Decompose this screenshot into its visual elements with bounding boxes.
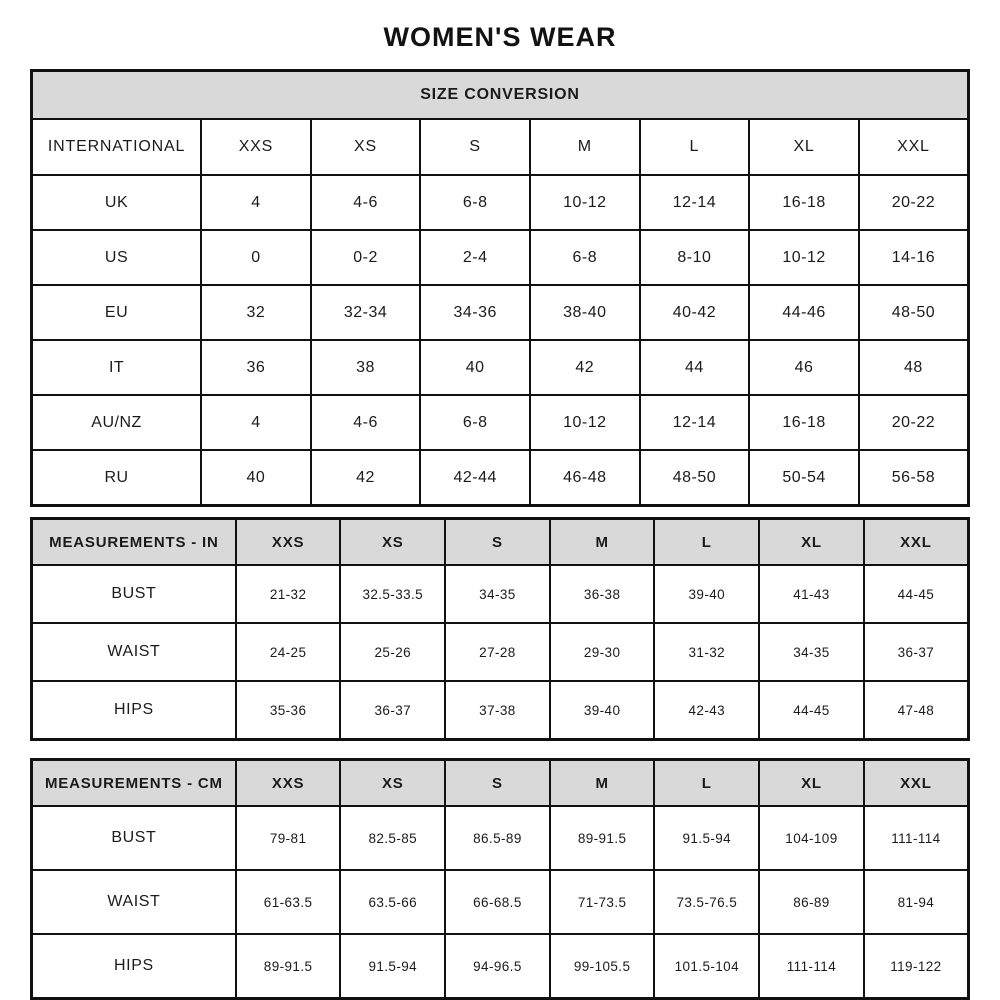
table-row	[32, 681, 969, 740]
value-cell: 91.5-94	[654, 806, 759, 870]
value-cell: 40-42	[640, 285, 750, 340]
value-cell: 10-12	[530, 395, 640, 450]
value-cell: 48-50	[640, 450, 750, 506]
value-cell: 29-30	[550, 623, 655, 681]
value-cell: 42-44	[420, 450, 530, 506]
value-cell: 0-2	[311, 230, 421, 285]
page-title: WOMEN'S WEAR	[383, 22, 617, 52]
value-cell: 91.5-94	[340, 934, 445, 999]
row-label: AU/NZ	[32, 395, 202, 450]
value-cell: 37-38	[445, 681, 550, 740]
size-column-header: XXL	[864, 519, 969, 566]
size-column-header: XS	[340, 519, 445, 566]
value-cell: 14-16	[859, 230, 969, 285]
value-cell: 8-10	[640, 230, 750, 285]
value-cell: 32-34	[311, 285, 421, 340]
value-cell: 44-46	[749, 285, 859, 340]
value-cell: 6-8	[420, 395, 530, 450]
value-cell: 6-8	[530, 230, 640, 285]
size-column-header: XXS	[236, 519, 341, 566]
value-cell: 42	[530, 340, 640, 395]
size-column-header: XXS	[236, 760, 341, 807]
value-cell: 48	[859, 340, 969, 395]
value-cell: 35-36	[236, 681, 341, 740]
value-cell: 16-18	[749, 395, 859, 450]
value-cell: 24-25	[236, 623, 341, 681]
row-label: WAIST	[32, 623, 236, 681]
value-cell: 34-35	[759, 623, 864, 681]
table-row	[32, 934, 969, 999]
value-cell: 10-12	[530, 175, 640, 230]
row-label-header: MEASUREMENTS - CM	[32, 760, 236, 807]
value-cell: 46	[749, 340, 859, 395]
table-row	[32, 395, 969, 450]
value-cell: 94-96.5	[445, 934, 550, 999]
size-column-header: S	[420, 119, 530, 175]
row-label-header: INTERNATIONAL	[32, 119, 202, 175]
value-cell: 34-35	[445, 565, 550, 623]
value-cell: 44-45	[759, 681, 864, 740]
size-column-header: M	[550, 760, 655, 807]
table-row	[32, 565, 969, 623]
value-cell: 4	[201, 175, 311, 230]
size-column-header: XL	[749, 119, 859, 175]
value-cell: 42	[311, 450, 421, 506]
row-label: WAIST	[32, 870, 236, 934]
value-cell: 42-43	[654, 681, 759, 740]
value-cell: 89-91.5	[550, 806, 655, 870]
measurements-cm-table	[30, 758, 970, 1000]
value-cell: 21-32	[236, 565, 341, 623]
value-cell: 46-48	[530, 450, 640, 506]
value-cell: 4-6	[311, 395, 421, 450]
table-banner-row	[32, 71, 969, 120]
row-label: UK	[32, 175, 202, 230]
value-cell: 32.5-33.5	[340, 565, 445, 623]
value-cell: 86.5-89	[445, 806, 550, 870]
value-cell: 40	[420, 340, 530, 395]
value-cell: 36-38	[550, 565, 655, 623]
value-cell: 32	[201, 285, 311, 340]
value-cell: 39-40	[654, 565, 759, 623]
table-banner: SIZE CONVERSION	[32, 71, 969, 120]
value-cell: 31-32	[654, 623, 759, 681]
value-cell: 50-54	[749, 450, 859, 506]
value-cell: 63.5-66	[340, 870, 445, 934]
value-cell: 34-36	[420, 285, 530, 340]
table-row	[32, 340, 969, 395]
value-cell: 61-63.5	[236, 870, 341, 934]
value-cell: 41-43	[759, 565, 864, 623]
value-cell: 20-22	[859, 175, 969, 230]
table-header-row	[32, 119, 969, 175]
value-cell: 36-37	[340, 681, 445, 740]
size-column-header: XXL	[864, 760, 969, 807]
value-cell: 73.5-76.5	[654, 870, 759, 934]
row-label: US	[32, 230, 202, 285]
size-column-header: S	[445, 760, 550, 807]
value-cell: 89-91.5	[236, 934, 341, 999]
value-cell: 12-14	[640, 175, 750, 230]
value-cell: 2-4	[420, 230, 530, 285]
value-cell: 16-18	[749, 175, 859, 230]
row-label: IT	[32, 340, 202, 395]
size-column-header: L	[654, 760, 759, 807]
value-cell: 47-48	[864, 681, 969, 740]
size-column-header: L	[654, 519, 759, 566]
size-column-header: XS	[311, 119, 421, 175]
value-cell: 6-8	[420, 175, 530, 230]
size-column-header: XS	[340, 760, 445, 807]
value-cell: 119-122	[864, 934, 969, 999]
value-cell: 12-14	[640, 395, 750, 450]
value-cell: 86-89	[759, 870, 864, 934]
size-conversion-table	[30, 69, 970, 507]
size-column-header: L	[640, 119, 750, 175]
size-column-header: XL	[759, 519, 864, 566]
value-cell: 104-109	[759, 806, 864, 870]
value-cell: 111-114	[759, 934, 864, 999]
row-label: HIPS	[32, 934, 236, 999]
value-cell: 44-45	[864, 565, 969, 623]
value-cell: 27-28	[445, 623, 550, 681]
value-cell: 10-12	[749, 230, 859, 285]
table-row	[32, 450, 969, 506]
size-column-header: M	[530, 119, 640, 175]
size-column-header: XXS	[201, 119, 311, 175]
value-cell: 79-81	[236, 806, 341, 870]
measurements-in-table	[30, 517, 970, 741]
value-cell: 4-6	[311, 175, 421, 230]
row-label-header: MEASUREMENTS - IN	[32, 519, 236, 566]
value-cell: 99-105.5	[550, 934, 655, 999]
value-cell: 56-58	[859, 450, 969, 506]
value-cell: 40	[201, 450, 311, 506]
row-label: EU	[32, 285, 202, 340]
value-cell: 0	[201, 230, 311, 285]
table-row	[32, 285, 969, 340]
table-header-row	[32, 760, 969, 807]
value-cell: 20-22	[859, 395, 969, 450]
row-label: HIPS	[32, 681, 236, 740]
row-label: BUST	[32, 806, 236, 870]
value-cell: 4	[201, 395, 311, 450]
table-row	[32, 175, 969, 230]
size-column-header: M	[550, 519, 655, 566]
value-cell: 36-37	[864, 623, 969, 681]
value-cell: 71-73.5	[550, 870, 655, 934]
value-cell: 66-68.5	[445, 870, 550, 934]
value-cell: 38-40	[530, 285, 640, 340]
value-cell: 48-50	[859, 285, 969, 340]
table-row	[32, 623, 969, 681]
value-cell: 81-94	[864, 870, 969, 934]
row-label: BUST	[32, 565, 236, 623]
size-column-header: XXL	[859, 119, 969, 175]
row-label: RU	[32, 450, 202, 506]
value-cell: 25-26	[340, 623, 445, 681]
value-cell: 111-114	[864, 806, 969, 870]
table-row	[32, 806, 969, 870]
value-cell: 36	[201, 340, 311, 395]
value-cell: 38	[311, 340, 421, 395]
table-row	[32, 230, 969, 285]
value-cell: 44	[640, 340, 750, 395]
size-column-header: S	[445, 519, 550, 566]
size-column-header: XL	[759, 760, 864, 807]
value-cell: 101.5-104	[654, 934, 759, 999]
value-cell: 39-40	[550, 681, 655, 740]
value-cell: 82.5-85	[340, 806, 445, 870]
table-header-row	[32, 519, 969, 566]
table-row	[32, 870, 969, 934]
